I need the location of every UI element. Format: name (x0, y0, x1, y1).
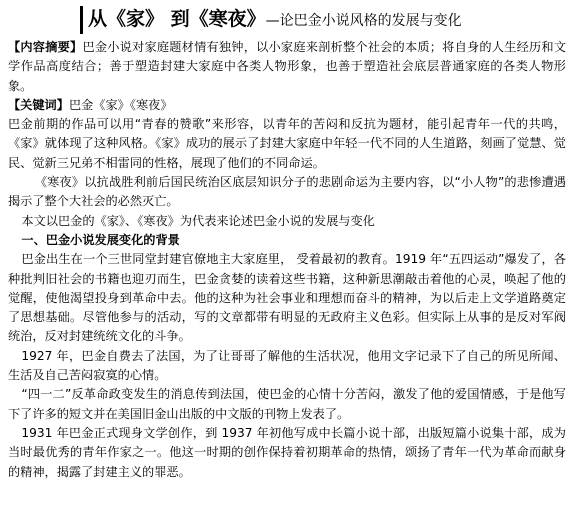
keywords-text: 巴金《家》《寒夜》 (68, 97, 173, 112)
abstract-text: 巴金小说对家庭题材情有独钟，以小家庭来剖析整个社会的本质；将自身的人生经历和文学作品高度结合；善于塑造封建大家庭中各类人物形象，也善于塑造社会底层普通家庭的各类人物形象。 (8, 40, 567, 93)
body-paragraph-7: 1931 年巴金正式现身文学创作，到 1937 年初他写成中长篇小说十部，出版短篇小说集十部，成为当时最优秀的青年作家之一。他这一时期的创作保持着初期革命的热情，颂扬了青年一代为革命而献身的精神，揭露了封建主义的罪恶。 (8, 425, 566, 479)
body-paragraph-2: 《寒夜》以抗战胜利前后国民统治区底层知识分子的悲剧命运为主要内容，以“小人物”的悲惨遭遇揭示了整个大社会的必然灭亡。 (8, 175, 566, 209)
keywords-paragraph (8, 96, 566, 115)
abstract-label: 【内容摘要】 (8, 40, 83, 54)
keywords-label: 【关键词】 (8, 97, 69, 112)
body-paragraph-3: 本文以巴金的《家》、《寒夜》为代表来论述巴金小说的发展与变化 (21, 213, 375, 228)
title-row (8, 4, 566, 38)
body-paragraph-4: 巴金出生在一个三世同堂封建官僚地主大家庭里， 受着最初的教育。1919 年“五四运动”爆发了，各种批判旧社会的书籍也迎刃而生，巴金贪婪的读着这些书籍，这种新思潮敲击着他的心灵，唤起了他的觉醒，使他渴望投身到革命中去。他的这种为社会事业和理想而奋斗的精神，为以后走上文学道路奠定了思想基础。尽管他参与的活动，写的文章都带有明显的无政府主义色彩。但实际上从事的是反对军阀统治，反对封建统统文化的斗争。 (8, 252, 566, 344)
title-main: 从《家》 到《寒夜》 (88, 8, 266, 30)
title-subtitle: —论巴金小说风格的发展与变化 (265, 13, 462, 29)
body-paragraph-1: 巴金前期的作品可以用“青春的赞歌”来形容，以青年的苦闷和反抗为题材，能引起青年一代的共鸣，《家》就体现了这种风格。《家》成功的展示了封建大家庭中年轻一代不同的人生道路，刻画了觉慧、觉民、觉新三兄弟不相雷同的性格，展现了他们的不同命运。 (8, 117, 566, 170)
title-rule (80, 6, 83, 34)
abstract-paragraph (8, 38, 566, 96)
body-paragraph-6: “四一二”反革命政变发生的消息传到法国，使巴金的心情十分苦闷，激发了他的爱国情感，于是他写下了许多的短文并在美国旧金山出版的中文版的刊物上发表了。 (8, 387, 566, 421)
section-heading: 一、巴金小说发展变化的背景 (21, 232, 180, 247)
page-title (88, 7, 462, 33)
body-paragraph-5: 1927 年，巴金自费去了法国，为了让哥哥了解他的生活状况，他用文字记录下了自己的所见所闻、生活及自己苦闷寂寞的心情。 (8, 348, 566, 383)
